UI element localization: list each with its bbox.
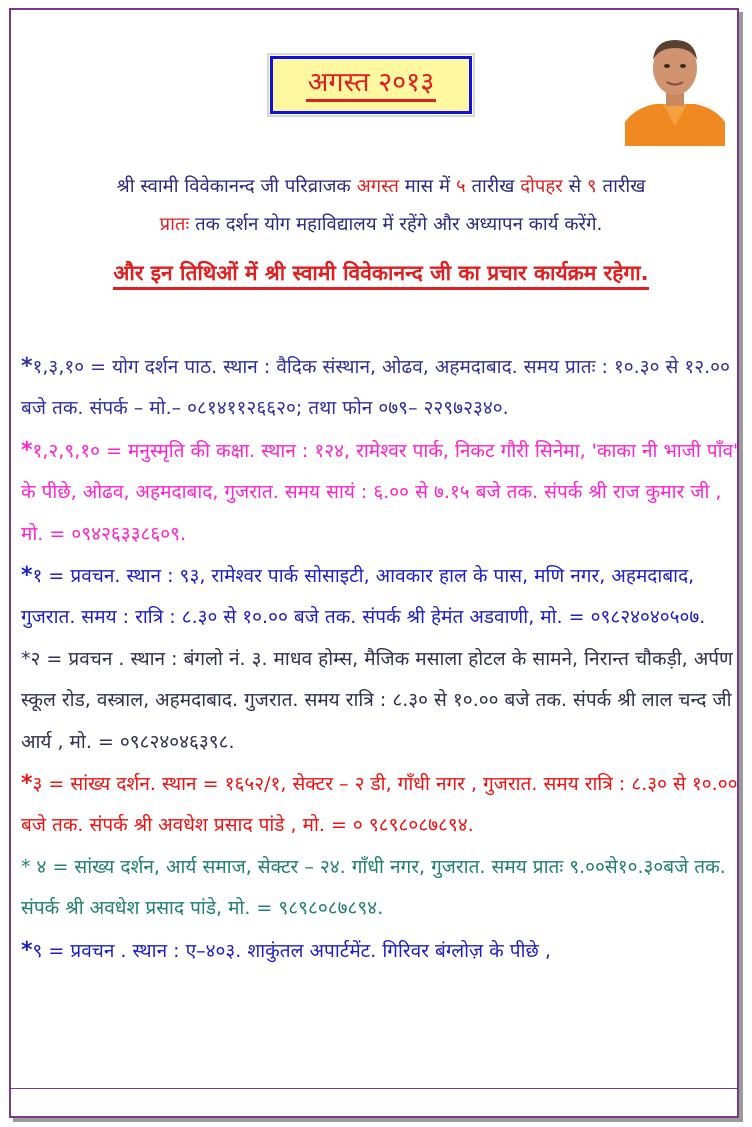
intro-start-date: ५ bbox=[456, 176, 466, 197]
bullet-star: * bbox=[21, 437, 33, 463]
intro-text: तारीख bbox=[465, 176, 521, 197]
program-headline bbox=[26, 259, 736, 287]
schedule-entry bbox=[21, 346, 743, 430]
bullet-star: * bbox=[21, 563, 33, 589]
entry-text: २ = प्रवचन . स्थान : बंगलो नं. ३. माधव होम्स, मैजिक मसाला होटल के सामने, निरान्त चौकड़ी, अर्पण स्कूल रोड, वस्त्राल, अहमदाबाद. गुजरात. समय रात्रि : ८.३० से १०.०० बजे तक. संपर्क श्री लाल चन्द जी आर्य , मो. = ०९८२४०४६३९८. bbox=[21, 647, 733, 753]
entry-text: १,३,१० = योग दर्शन पाठ. स्थान : वैदिक संस्थान, ओढव, अहमदाबाद. समय प्रातः : १०.३० से १२.०० बजे तक. संपर्क – मो.– ०८१४११२६६२०; तथा फोन ०७९– २२९७२३४०. bbox=[21, 356, 730, 420]
intro-end-date: ९ bbox=[587, 176, 597, 197]
schedule-entry bbox=[21, 555, 743, 639]
schedule-entry bbox=[21, 930, 743, 972]
intro-month: अगस्त bbox=[356, 176, 399, 197]
schedule-list bbox=[21, 346, 743, 972]
intro-text: से bbox=[562, 176, 588, 197]
bullet-star: * bbox=[21, 771, 33, 797]
intro-text: श्री स्वामी विवेकानन्द जी परिव्राजक bbox=[116, 176, 357, 197]
entry-text: ३ = सांख्य दर्शन. स्थान = १६५२/१, सेक्टर – २ डी, गाँधी नगर , गुजरात. समय रात्रि : ८.३० से १०.०० बजे तक. संपर्क श्री अवधेश प्रसाद पांडे , मो. = ० ९८९८०८७८९४. bbox=[21, 773, 738, 837]
intro-paragraph bbox=[26, 168, 736, 244]
month-title-box bbox=[270, 56, 472, 114]
entry-text: १,२,९,१० = मनुस्मृति की कक्षा. स्थान : १२४, रामेश्वर पार्क, निकट गौरी सिनेमा, 'काका नी भाजी पाँव' के पीछे, ओढव, अहमदाबाद, गुजरात. समय सायं : ६.०० से ७.१५ बजे तक. संपर्क श्री राज कुमार जी , मो. = ०९४२६३३८६०९. bbox=[21, 439, 739, 545]
intro-morning: प्रातः bbox=[159, 214, 190, 235]
schedule-entry bbox=[21, 639, 743, 763]
bullet-star: * bbox=[21, 937, 33, 963]
swami-portrait bbox=[625, 30, 725, 146]
bullet-star: * bbox=[21, 354, 33, 379]
intro-text: तक दर्शन योग महाविद्यालय में रहेंगे और अध्यापन कार्य करेंगे. bbox=[189, 214, 603, 235]
schedule-entry bbox=[21, 430, 743, 555]
entry-text: १ = प्रवचन. स्थान : ९३, रामेश्वर पार्क सोसाइटी, आवकार हाल के पास, मणि नगर, अहमदाबाद, गुजरात. समय : रात्रि : ८.३० से १०.०० बजे तक. संपर्क श्री हेमंत अडवाणी, मो. = ०९८२४०४०५०७. bbox=[21, 565, 706, 629]
entry-text: ९ = प्रवचन . स्थान : ए–४०३. शाकुंतल अपार्टमेंट. गिरिवर बंग्लोज़ के पीछे , bbox=[32, 939, 551, 962]
bullet-star: * bbox=[21, 855, 31, 878]
schedule-entry bbox=[21, 847, 743, 930]
intro-text: मास में bbox=[398, 176, 456, 197]
month-title: अगस्त २०१३ bbox=[306, 67, 436, 102]
page-frame bbox=[9, 8, 739, 1118]
bottom-divider bbox=[11, 1088, 737, 1089]
headline-text: और इन तिथिओं में श्री स्वामी विवेकानन्द जी का प्रचार कार्यक्रम रहेगा. bbox=[113, 261, 648, 290]
intro-text: तारीख bbox=[596, 176, 646, 197]
entry-text: ४ = सांख्य दर्शन, आर्य समाज, सेक्टर – २४. गाँधी नगर, गुजरात. समय प्रातः ९.००से१०.३०बजे तक. संपर्क श्री अवधेश प्रसाद पांडे, मो. = ९८९८०८७८९४. bbox=[21, 855, 726, 920]
intro-afternoon: दोपहर bbox=[520, 176, 563, 197]
bullet-star: * bbox=[21, 647, 31, 670]
schedule-entry bbox=[21, 763, 743, 847]
